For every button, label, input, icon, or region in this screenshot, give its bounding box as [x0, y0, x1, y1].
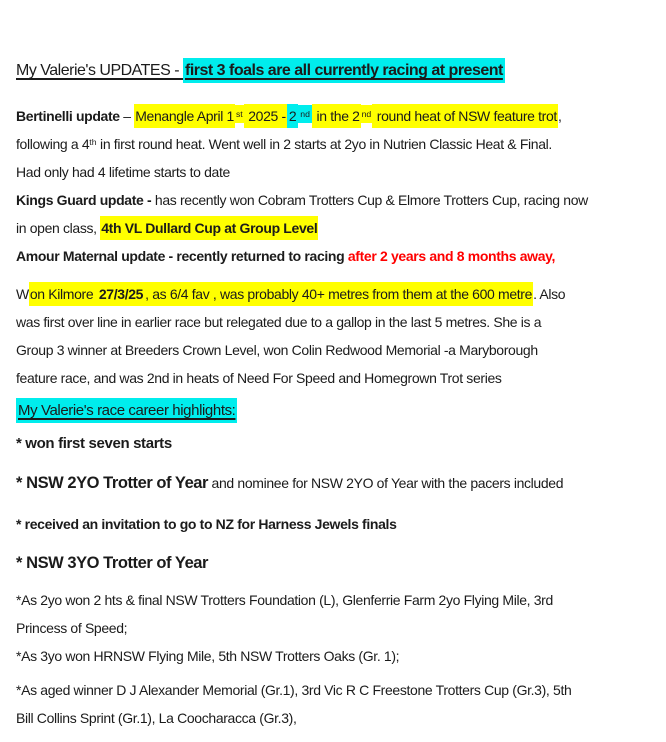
text-line — [16, 308, 652, 336]
block-kings-guard — [16, 186, 652, 242]
text-segment: in open class, — [16, 220, 101, 236]
text-segment: 27/3/25 — [98, 282, 144, 306]
block-career-header — [16, 396, 652, 426]
text-segment: . Also — [533, 286, 566, 302]
block-title — [16, 56, 652, 86]
text-segment: Group 3 winner at Breeders Crown Level, won Colin Redwood Memorial -a Maryborough — [16, 342, 538, 358]
text-segment: th — [89, 137, 97, 148]
text-line — [16, 102, 652, 130]
text-line — [16, 364, 652, 392]
text-segment: has recently won Cobram Trotters Cup & Elmore Trotters Cup, racing now — [154, 192, 588, 208]
text-segment: Bill Collins Sprint (Gr.1), La Coocharacca (Gr.3), — [16, 710, 297, 726]
text-segment: 2025 - — [244, 104, 287, 128]
text-line — [16, 130, 652, 158]
text-line — [16, 280, 652, 308]
text-segment: first 3 foals are all currently racing at present — [183, 58, 505, 83]
text-line — [16, 676, 652, 704]
text-segment: and nominee for NSW 2YO of Year with the pacers included — [208, 475, 564, 491]
text-segment: Kings Guard update - — [16, 192, 155, 208]
text-line — [16, 430, 652, 458]
block-as-aged — [16, 676, 652, 732]
text-segment: Amour Maternal update - recently returned to racing — [16, 248, 348, 264]
text-line — [16, 158, 652, 186]
text-segment: Had only had 4 lifetime starts to date — [16, 164, 230, 180]
text-line — [16, 242, 652, 270]
text-segment: was first over line in earlier race but relegated due to a gallop in the last 5 metres. She is a — [16, 314, 542, 330]
text-line — [16, 396, 652, 426]
text-segment: * NSW 2YO Trotter of Year — [16, 474, 209, 492]
text-line — [16, 510, 652, 538]
text-segment: – — [119, 108, 135, 124]
block-as-3yo — [16, 642, 652, 670]
text-segment: Bertinelli update — [16, 108, 120, 124]
text-line — [16, 704, 652, 732]
text-line — [16, 548, 652, 578]
text-segment: * won first seven starts — [16, 435, 172, 452]
text-line — [16, 586, 652, 614]
block-as-2yo — [16, 586, 652, 642]
text-segment: on Kilmore — [29, 282, 98, 306]
block-star-nz — [16, 510, 652, 538]
text-segment: , — [557, 108, 562, 124]
text-segment: feature race, and was 2nd in heats of Need For Speed and Homegrown Trot series — [16, 370, 502, 386]
block-bertinelli — [16, 102, 652, 186]
text-segment: in the 2 — [312, 104, 361, 128]
text-segment: * received an invitation to go to NZ for Harness Jewels finals — [16, 516, 397, 532]
text-segment: W — [16, 286, 29, 302]
block-amour-maternal — [16, 242, 652, 270]
text-line — [16, 186, 652, 214]
text-segment: * NSW 3YO Trotter of Year — [16, 554, 209, 572]
text-segment: round heat of NSW feature trot — [372, 104, 558, 128]
text-segment: after 2 years and 8 months away, — [347, 248, 556, 264]
block-star-3yo — [16, 548, 652, 578]
text-line — [16, 56, 652, 86]
text-line — [16, 468, 652, 498]
text-line — [16, 642, 652, 670]
text-line — [16, 614, 652, 642]
text-segment: , as 6/4 fav , was probably 40+ metres from them at the 600 metre — [144, 282, 533, 306]
text-segment: 4th VL Dullard Cup at Group Level — [100, 216, 318, 240]
document-body — [16, 56, 652, 732]
text-segment: nd — [298, 105, 312, 123]
block-star-2yo — [16, 468, 652, 498]
block-star-won-first — [16, 430, 652, 458]
text-segment: following a 4 — [16, 136, 90, 152]
text-segment: *As 2yo won 2 hts & final NSW Trotters Foundation (L), Glenferrie Farm 2yo Flying Mile, 3rd — [16, 592, 553, 608]
text-segment: Menangle April 1 — [134, 104, 235, 128]
block-kilmore — [16, 280, 652, 392]
text-segment: in first round heat. Went well in 2 starts at 2yo in Nutrien Classic Heat & Final. — [96, 136, 552, 152]
text-segment: My Valerie's race career highlights: — [16, 398, 237, 423]
text-line — [16, 336, 652, 364]
text-segment: My Valerie's UPDATES - — [16, 62, 183, 79]
text-segment: 2 — [287, 104, 298, 128]
text-segment: *As 3yo won HRNSW Flying Mile, 5th NSW Trotters Oaks (Gr. 1); — [16, 648, 400, 664]
text-segment: nd — [361, 105, 373, 123]
text-segment: Princess of Speed; — [16, 620, 128, 636]
text-line — [16, 214, 652, 242]
text-segment: *As aged winner D J Alexander Memorial (Gr.1), 3rd Vic R C Freestone Trotters Cup (Gr.3), 5th — [16, 682, 572, 698]
text-segment: st — [235, 105, 244, 123]
